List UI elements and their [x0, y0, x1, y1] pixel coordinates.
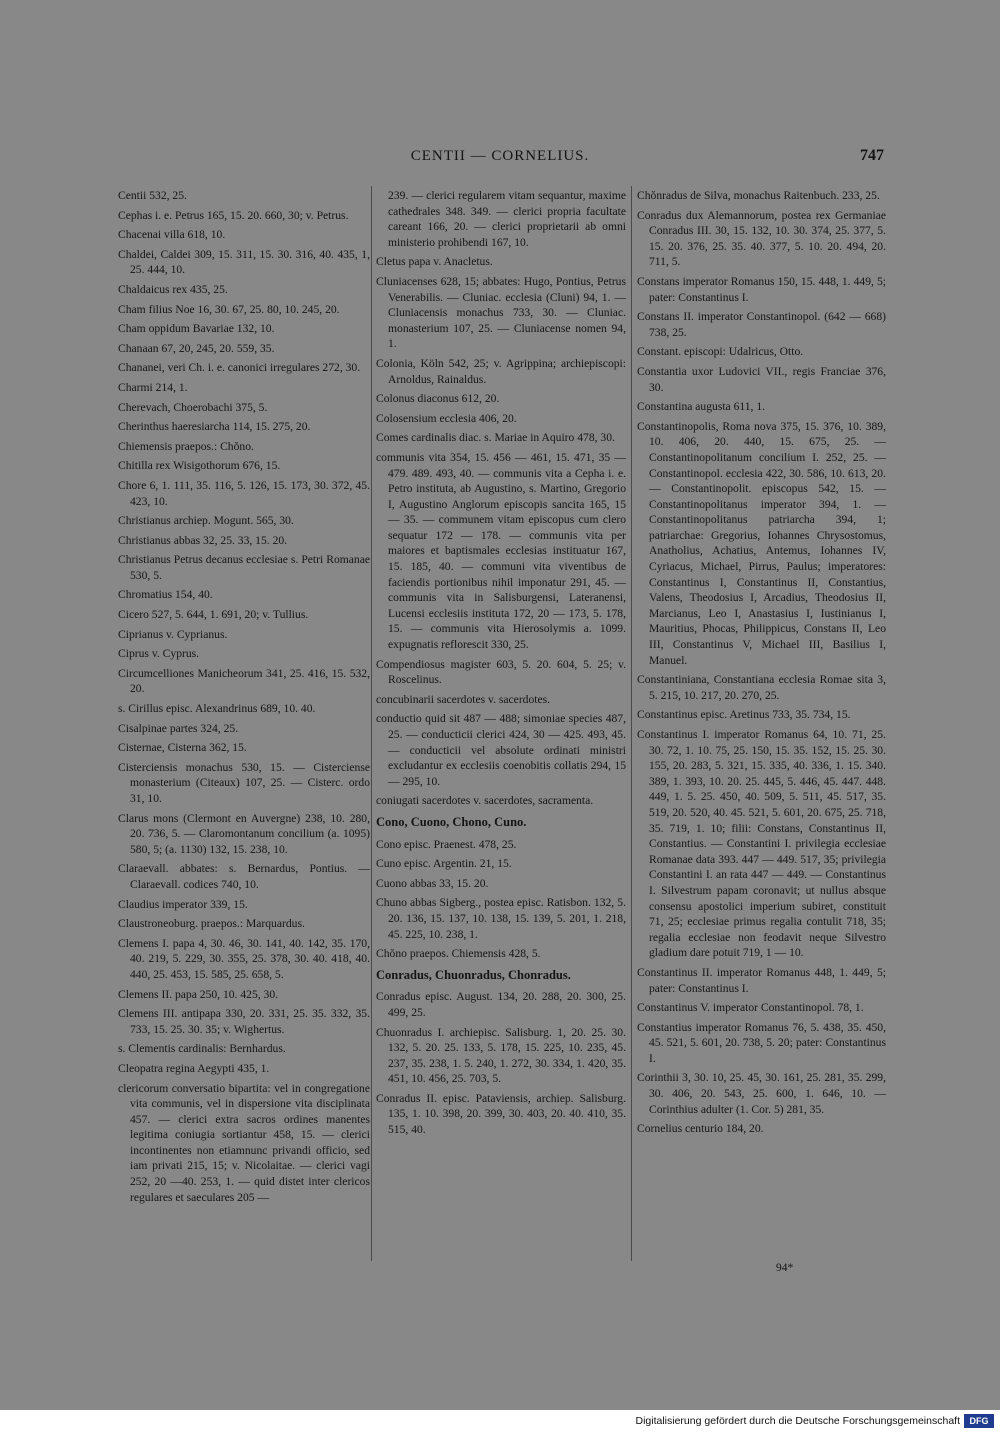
index-entry: Cephas i. e. Petrus 165, 15. 20. 660, 30; v. Petrus.	[118, 208, 349, 222]
index-entry: Christianus archiep. Mogunt. 565, 30.	[118, 514, 294, 528]
index-entry: Compendiosus magister 603, 5. 20. 604, 5. 25; v. Roscelinus.	[376, 657, 626, 687]
column-divider	[371, 186, 372, 1261]
index-entry: Cham filius Noe 16, 30. 67, 25. 80, 10. 245, 20.	[118, 302, 340, 316]
index-entry: Constantiniana, Constantiana ecclesia Romae sita 3, 5. 215, 10. 217, 20. 270, 25.	[637, 673, 886, 702]
index-entry: Chiemensis praepos.: Chŏno.	[118, 439, 254, 453]
index-entry: Constantinus episc. Aretinus 733, 35. 734, 15.	[637, 708, 851, 722]
index-entry: Chaldaicus rex 435, 25.	[118, 282, 228, 296]
footer-text: Digitalisierung gefördert durch die Deutsche Forschungsgemeinschaft	[635, 1415, 960, 1427]
index-entry: Chaldei, Caldei 309, 15. 311, 15. 30. 316, 40. 435, 1, 25. 444, 10.	[118, 247, 370, 277]
index-entry: Chacenai villa 618, 10.	[118, 228, 226, 242]
index-entry: Cisterciensis monachus 530, 15. — Cisterciense monasterium (Citeaux) 107, 25. — Cisterc. ordo 31, 10.	[118, 760, 370, 805]
index-heading: Cono, Cuono, Chono, Cuno.	[376, 814, 527, 829]
index-column-1	[118, 188, 370, 1209]
index-entry: Claustroneoburg. praepos.: Marquardus.	[118, 917, 305, 931]
index-entry: Claudius imperator 339, 15.	[118, 897, 248, 911]
index-entry: Cherevach, Choerobachi 375, 5.	[118, 400, 268, 414]
index-entry: Conradus episc. August. 134, 20. 288, 20. 300, 25. 499, 25.	[376, 990, 626, 1019]
index-entry: Claraevall. abbates: s. Bernardus, Pontius. — Claraevall. codices 740, 10.	[118, 862, 370, 891]
page-number: 747	[860, 147, 884, 164]
dfg-logo: DFG	[964, 1414, 994, 1428]
index-entry: Cuno episc. Argentin. 21, 15.	[376, 857, 512, 871]
index-entry: Chitilla rex Wisigothorum 676, 15.	[118, 459, 281, 473]
index-entry: Constant. episcopi: Udalricus, Otto.	[637, 345, 804, 359]
index-entry: Cisternae, Cisterna 362, 15.	[118, 741, 247, 755]
index-entry: Constantinus I. imperator Romanus 64, 10. 71, 25. 30. 72, 1. 10. 75, 25. 150, 15. 35. 152, 15. 25. 30. 155, 20. 283, 5. 321, 15. 335, 40. 336, 1. 15. 340. 389, 1. 393, 10. 20. 25. 445, 5. 446, 45. 447. 448. 449, 1. 5. 25. 450, 40. 509, 5. 511, 45. 517, 35. 519, 20. 520, 40. 45. 521, 5. 601, 20. 675, 25. 718, 35. 719, 1. 10; filii: Constans, Constantinus II, Constantius. — Constantini I. privilegia ecclesiae Romanae data 393. 447 — 449. 517, 35; privilegia Constantini I. an rata 447 — 449. — Constantinus I. Silvestrum papam coronavit; ut nullus absque consensu apostolici imperium subiret, constituit 71, 25; ecclesiae primus regalia contulit 718, 35; regalia ecclesiae non feodavit neque Silvestro gladium dare potuit 719, 1 — 10.	[637, 728, 886, 960]
footer-bar	[0, 1410, 1000, 1434]
index-column-2	[376, 188, 626, 1142]
index-entry: Constantinopolis, Roma nova 375, 15. 376, 10. 389, 10. 406, 20. 440, 15. 675, 25. — Constantinopolitanum concilium I. 252, 25. — Constantinopol. ecclesia 422, 30. 586, 10. 613, 20. — Constantinopolit. episcopus 542, 15. — Constantinopolitanus imperator 394, 1. — Constantinopolitanus patriarcha 394, 1; patriarchae: Gregorius, Iohannes Chrysostomus, Anatholius, Achatius, Antemus, Iohannes IV, Cyriacus, Michael, Pirrus, Paulus; imperatores: Constantinus I, Constantinus II, Constantius, Valens, Theodosius I, Arcadius, Theodosius II, Marcianus, Leo I, Anastasius I, Iustinianus I, Mauritius, Phocas, Philippicus, Constans II, Leo III, Constantinus V, Michael III, Basilius I, Manuel.	[637, 419, 886, 667]
index-entry: s. Cirillus episc. Alexandrinus 689, 10. 40.	[118, 702, 316, 716]
index-entry: conductio quid sit 487 — 488; simoniae species 487, 25. — conducticii clerici 424, 30 — 425. 493, 45. — conducticii vel absolute ordinati ministri excludantur ex ecclesiis coenobitis collatis 294, 15 — 295, 10.	[376, 712, 626, 788]
index-entry: Cherinthus haeresiarcha 114, 15. 275, 20.	[118, 420, 311, 434]
index-entry: Christianus Petrus decanus ecclesiae s. Petri Romanae 530, 5.	[118, 553, 370, 582]
index-entry: Cornelius centurio 184, 20.	[637, 1122, 764, 1136]
index-entry: Cisalpinae partes 324, 25.	[118, 721, 239, 735]
index-entry: Christianus abbas 32, 25. 33, 15. 20.	[118, 533, 288, 547]
index-entry: Chŏno praepos. Chiemensis 428, 5.	[376, 947, 541, 961]
index-entry: Cluniacenses 628, 15; abbates: Hugo, Pontius, Petrus Venerabilis. — Cluniac. ecclesia (Cluni) 94, 1. — Cluniacensis monachus 733, 30. — Cluniac. monasterium 107, 25. — Cluniacense nomen 94, 1.	[376, 274, 626, 351]
index-entry: concubinarii sacerdotes v. sacerdotes.	[376, 692, 551, 706]
index-entry: Clemens III. antipapa 330, 20. 331, 25. 35. 332, 35. 733, 15. 25. 30. 35; v. Wighertus.	[118, 1007, 370, 1036]
index-entry: Cham oppidum Bavariae 132, 10.	[118, 322, 275, 336]
index-entry: clericorum conversatio bipartita: vel in congregatione vita communis, vel in dispersione vita disciplinata 457. — clerici extra sacros ordines manentes legitima coniugia sortiantur 458, 15. — clerici incontinentes non etiamnunc privandi officio, sed iam privati 215, 15; v. Nicolaitae. — clerici vagi 252, 20 —40. 253, 1. — quid distet inter clericos regulares et saeculares 205 —	[118, 1081, 370, 1204]
index-entry: s. Clementis cardinalis: Bernhardus.	[118, 1042, 286, 1056]
index-entry: communis vita 354, 15. 456 — 461, 15. 471, 35 — 479. 489. 493, 40. — communis vita a Cepha i. e. Petro instituta, ab Augustino, s. Martino, Gregorio I, Augustino Anglorum episcopis sancita 165, 15 — 35. — communem vitam episcopus cum clero sequatur 172 — 178. — communis vita per maiores et baptismales ecclesias instituatur 167, 15. 185, 40. — communi vita viventibus de faciendis portionibus nihil imponatur 291, 45. — communis vita in Salisburgensi, Lateranensi, Lucensi ecclesiis instituta 172, 20 — 173, 5. 178, 15. — communis vita Hierosolymis a. 1099. expugnatis reflorescit 330, 25.	[376, 450, 626, 652]
index-entry: Constans imperator Romanus 150, 15. 448, 1. 449, 5; pater: Constantinus I.	[637, 274, 886, 304]
index-entry: Clemens I. papa 4, 30. 46, 30. 141, 40. 142, 35. 170, 40. 219, 5. 229, 30. 355, 25. 378, 30. 40. 418, 40. 440, 25. 453, 15. 585, 25. 658, 5.	[118, 936, 370, 981]
index-entry: Constantinus V. imperator Constantinopol. 78, 1.	[637, 1001, 864, 1015]
index-column-3	[637, 188, 886, 1141]
index-entry: Comes cardinalis diac. s. Mariae in Aquiro 478, 30.	[376, 431, 615, 445]
index-entry: Ciprianus v. Cyprianus.	[118, 627, 228, 641]
index-entry: Charmi 214, 1.	[118, 380, 188, 394]
index-entry: Cleopatra regina Aegypti 435, 1.	[118, 1061, 270, 1075]
page-header	[0, 148, 1000, 168]
index-entry: Chŏnradus de Silva, monachus Raitenbuch. 233, 25.	[637, 189, 880, 202]
index-entry: Centii 532, 25.	[118, 189, 187, 202]
index-entry: coniugati sacerdotes v. sacerdotes, sacramenta.	[376, 794, 594, 808]
index-entry: Corinthii 3, 30. 10, 25. 45, 30. 161, 25. 281, 35. 299, 30. 406, 20. 543, 25. 600, 1. 646, 10. — Corinthius adulter (1. Cor. 5) 281, 35.	[637, 1071, 886, 1116]
index-entry: Constantia uxor Ludovici VII., regis Franciae 376, 30.	[637, 364, 886, 394]
index-entry: Chananei, veri Ch. i. e. canonici irregulares 272, 30.	[118, 361, 361, 375]
signature-mark: 94*	[776, 1262, 794, 1274]
index-entry: Conradus dux Alemannorum, postea rex Germaniae Conradus III. 30, 15. 132, 10. 30. 374, 25. 377, 5. 15. 20. 376, 25. 35. 40. 377, 5. 10. 20. 494, 20. 711, 5.	[637, 208, 886, 269]
index-entry: Conradus II. episc. Pataviensis, archiep. Salisburg. 135, 1. 10. 398, 20. 399, 30. 403, 20. 40. 410, 35. 515, 40.	[376, 1091, 626, 1137]
index-entry: Chore 6, 1. 111, 35. 116, 5. 126, 15. 173, 30. 372, 45. 423, 10.	[118, 478, 370, 508]
index-entry: Constantinus II. imperator Romanus 448, 1. 449, 5; pater: Constantinus I.	[637, 965, 886, 995]
running-title: CENTII — CORNELIUS.	[410, 148, 590, 164]
index-entry: Colosensium ecclesia 406, 20.	[376, 411, 517, 425]
index-entry: Cono episc. Praenest. 478, 25.	[376, 837, 517, 851]
index-entry: Clarus mons (Clermont en Auvergne) 238, 10. 280, 20. 736, 5. — Claromontanum concilium (a. 1095) 580, 5; (a. 1130) 132, 15. 238, 10.	[118, 811, 370, 856]
index-entry: 239. — clerici regularem vitam sequantur, maxime cathedrales 348. 349. — clerici propria facultate careant 166, 20. — clerici proprietarii ab omni ministerio prohibendi 167, 10.	[388, 189, 626, 249]
index-entry: Circumcelliones Manicheorum 341, 25. 416, 15. 532, 20.	[118, 666, 370, 696]
index-entry: Ciprus v. Cyprus.	[118, 647, 200, 661]
index-entry: Cletus papa v. Anacletus.	[376, 255, 493, 269]
index-entry: Chromatius 154, 40.	[118, 588, 213, 602]
index-entry: Cicero 527, 5. 644, 1. 691, 20; v. Tullius.	[118, 608, 309, 622]
index-entry: Chuno abbas Sigberg., postea episc. Ratisbon. 132, 5. 20. 136, 15. 137, 10. 138, 15. 139, 5. 201, 1. 218, 45. 225, 10. 238, 1.	[376, 896, 626, 941]
index-entry: Chanaan 67, 20, 245, 20. 559, 35.	[118, 341, 275, 355]
index-entry: Constans II. imperator Constantinopol. (642 — 668) 738, 25.	[637, 310, 886, 339]
index-entry: Constantina augusta 611, 1.	[637, 400, 766, 414]
index-entry: Clemens II. papa 250, 10. 425, 30.	[118, 987, 279, 1001]
index-entry: Cuono abbas 33, 15. 20.	[376, 876, 489, 890]
column-divider	[631, 186, 632, 1261]
index-entry: Colonus diaconus 612, 20.	[376, 392, 500, 406]
index-entry: Colonia, Köln 542, 25; v. Agrippina; archiepiscopi: Arnoldus, Rainaldus.	[376, 356, 626, 386]
index-heading: Conradus, Chuonradus, Chonradus.	[376, 967, 571, 982]
index-entry: Constantius imperator Romanus 76, 5. 438, 35. 450, 45. 521, 5. 601, 20. 738, 5. 20; pater: Constantinus I.	[637, 1020, 886, 1065]
index-entry: Chuonradus I. archiepisc. Salisburg. 1, 20. 25. 30. 132, 5. 20. 25. 133, 5. 178, 15. 225, 10. 235, 45. 237, 35. 238, 1. 5. 240, 1. 272, 30. 334, 1. 420, 35. 451, 10. 456, 25. 703, 5.	[376, 1025, 626, 1086]
